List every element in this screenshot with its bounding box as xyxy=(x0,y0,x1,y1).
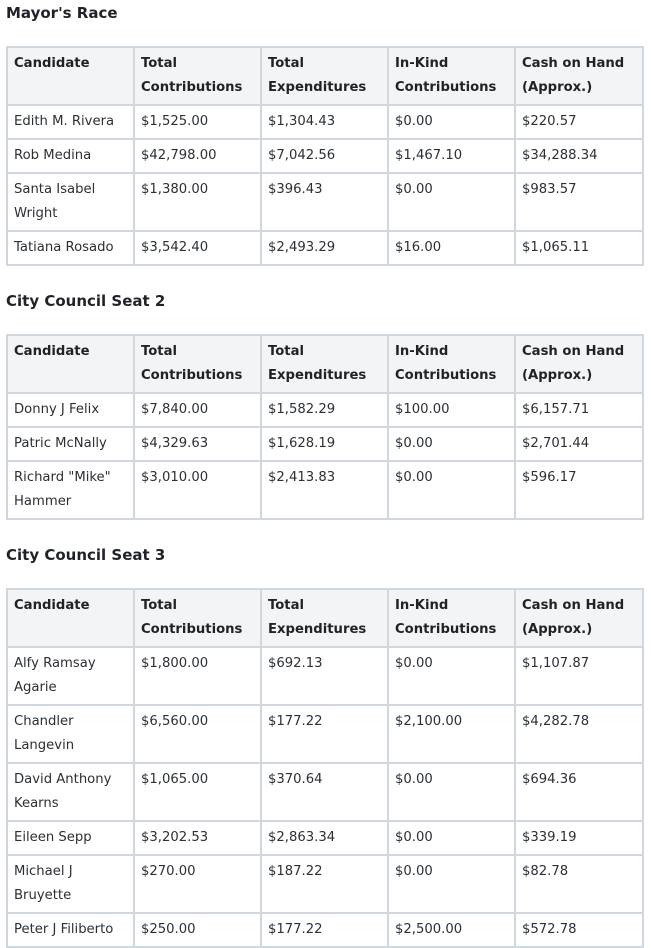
cell-total-expenditures: $7,042.56 xyxy=(261,139,388,173)
cell-candidate: Rob Medina xyxy=(7,139,134,173)
table-header-row xyxy=(7,47,643,105)
table-row xyxy=(7,913,643,947)
table-row xyxy=(7,427,643,461)
cell-total-contributions: $3,542.40 xyxy=(134,231,261,265)
cell-cash-on-hand: $1,107.87 xyxy=(515,647,643,705)
cell-in-kind: $1,467.10 xyxy=(388,139,515,173)
cell-total-contributions: $1,380.00 xyxy=(134,173,261,231)
cell-cash-on-hand: $34,288.34 xyxy=(515,139,643,173)
cell-in-kind: $0.00 xyxy=(388,427,515,461)
cell-cash-on-hand: $4,282.78 xyxy=(515,705,643,763)
cell-in-kind: $0.00 xyxy=(388,173,515,231)
cell-total-contributions: $7,840.00 xyxy=(134,393,261,427)
table-row xyxy=(7,139,643,173)
header-in-kind-contributions: In-Kind Contributions xyxy=(388,589,515,647)
section-title-mayors-race: Mayor's Race xyxy=(6,4,118,22)
table-header-row xyxy=(7,335,643,393)
cell-cash-on-hand: $596.17 xyxy=(515,461,643,519)
cell-in-kind: $0.00 xyxy=(388,821,515,855)
header-total-contributions: Total Contributions xyxy=(134,589,261,647)
cell-candidate: Donny J Felix xyxy=(7,393,134,427)
cell-total-expenditures: $1,304.43 xyxy=(261,105,388,139)
section-title-city-council-seat-3: City Council Seat 3 xyxy=(6,546,166,564)
cell-total-expenditures: $1,582.29 xyxy=(261,393,388,427)
cell-total-contributions: $1,525.00 xyxy=(134,105,261,139)
cell-in-kind: $2,500.00 xyxy=(388,913,515,947)
cell-in-kind: $16.00 xyxy=(388,231,515,265)
table-mayors-race xyxy=(6,46,644,266)
cell-total-contributions: $4,329.63 xyxy=(134,427,261,461)
table-city-council-seat-2 xyxy=(6,334,644,520)
header-total-expenditures: Total Expenditures xyxy=(261,589,388,647)
header-total-expenditures: Total Expenditures xyxy=(261,47,388,105)
cell-total-expenditures: $187.22 xyxy=(261,855,388,913)
cell-cash-on-hand: $2,701.44 xyxy=(515,427,643,461)
cell-cash-on-hand: $694.36 xyxy=(515,763,643,821)
header-candidate: Candidate xyxy=(7,589,134,647)
cell-candidate: Tatiana Rosado xyxy=(7,231,134,265)
header-candidate: Candidate xyxy=(7,47,134,105)
cell-total-expenditures: $396.43 xyxy=(261,173,388,231)
cell-candidate: Peter J Filiberto xyxy=(7,913,134,947)
cell-total-expenditures: $1,628.19 xyxy=(261,427,388,461)
cell-cash-on-hand: $6,157.71 xyxy=(515,393,643,427)
cell-total-expenditures: $2,863.34 xyxy=(261,821,388,855)
table-row xyxy=(7,173,643,231)
cell-cash-on-hand: $572.78 xyxy=(515,913,643,947)
cell-in-kind: $0.00 xyxy=(388,105,515,139)
header-total-contributions: Total Contributions xyxy=(134,47,261,105)
cell-cash-on-hand: $1,065.11 xyxy=(515,231,643,265)
cell-cash-on-hand: $983.57 xyxy=(515,173,643,231)
cell-total-contributions: $42,798.00 xyxy=(134,139,261,173)
cell-cash-on-hand: $339.19 xyxy=(515,821,643,855)
cell-candidate: Patric McNally xyxy=(7,427,134,461)
header-cash-on-hand: Cash on Hand (Approx.) xyxy=(515,335,643,393)
cell-cash-on-hand: $220.57 xyxy=(515,105,643,139)
cell-candidate: Eileen Sepp xyxy=(7,821,134,855)
cell-cash-on-hand: $82.78 xyxy=(515,855,643,913)
table-row xyxy=(7,461,643,519)
cell-in-kind: $0.00 xyxy=(388,461,515,519)
table-row xyxy=(7,647,643,705)
cell-total-expenditures: $2,493.29 xyxy=(261,231,388,265)
cell-candidate: Chandler Langevin xyxy=(7,705,134,763)
table-row xyxy=(7,763,643,821)
table-city-council-seat-3 xyxy=(6,588,644,948)
cell-in-kind: $2,100.00 xyxy=(388,705,515,763)
cell-total-contributions: $270.00 xyxy=(134,855,261,913)
header-total-contributions: Total Contributions xyxy=(134,335,261,393)
cell-candidate: Alfy Ramsay Agarie xyxy=(7,647,134,705)
header-in-kind-contributions: In-Kind Contributions xyxy=(388,47,515,105)
cell-total-expenditures: $177.22 xyxy=(261,913,388,947)
table-row xyxy=(7,393,643,427)
table-header-row xyxy=(7,589,643,647)
cell-candidate: Edith M. Rivera xyxy=(7,105,134,139)
table-row xyxy=(7,231,643,265)
cell-candidate: David Anthony Kearns xyxy=(7,763,134,821)
cell-candidate: Santa Isabel Wright xyxy=(7,173,134,231)
cell-total-contributions: $3,010.00 xyxy=(134,461,261,519)
header-cash-on-hand: Cash on Hand (Approx.) xyxy=(515,47,643,105)
table-row xyxy=(7,821,643,855)
cell-candidate: Michael J Bruyette xyxy=(7,855,134,913)
header-cash-on-hand: Cash on Hand (Approx.) xyxy=(515,589,643,647)
table-row xyxy=(7,855,643,913)
cell-total-expenditures: $2,413.83 xyxy=(261,461,388,519)
header-candidate: Candidate xyxy=(7,335,134,393)
cell-total-contributions: $6,560.00 xyxy=(134,705,261,763)
cell-total-expenditures: $692.13 xyxy=(261,647,388,705)
header-total-expenditures: Total Expenditures xyxy=(261,335,388,393)
cell-total-expenditures: $177.22 xyxy=(261,705,388,763)
section-title-city-council-seat-2: City Council Seat 2 xyxy=(6,292,166,310)
header-in-kind-contributions: In-Kind Contributions xyxy=(388,335,515,393)
table-row xyxy=(7,705,643,763)
cell-total-expenditures: $370.64 xyxy=(261,763,388,821)
table-row xyxy=(7,105,643,139)
cell-total-contributions: $1,800.00 xyxy=(134,647,261,705)
cell-in-kind: $100.00 xyxy=(388,393,515,427)
cell-total-contributions: $250.00 xyxy=(134,913,261,947)
cell-total-contributions: $3,202.53 xyxy=(134,821,261,855)
cell-candidate: Richard "Mike" Hammer xyxy=(7,461,134,519)
cell-in-kind: $0.00 xyxy=(388,647,515,705)
cell-in-kind: $0.00 xyxy=(388,855,515,913)
cell-in-kind: $0.00 xyxy=(388,763,515,821)
cell-total-contributions: $1,065.00 xyxy=(134,763,261,821)
